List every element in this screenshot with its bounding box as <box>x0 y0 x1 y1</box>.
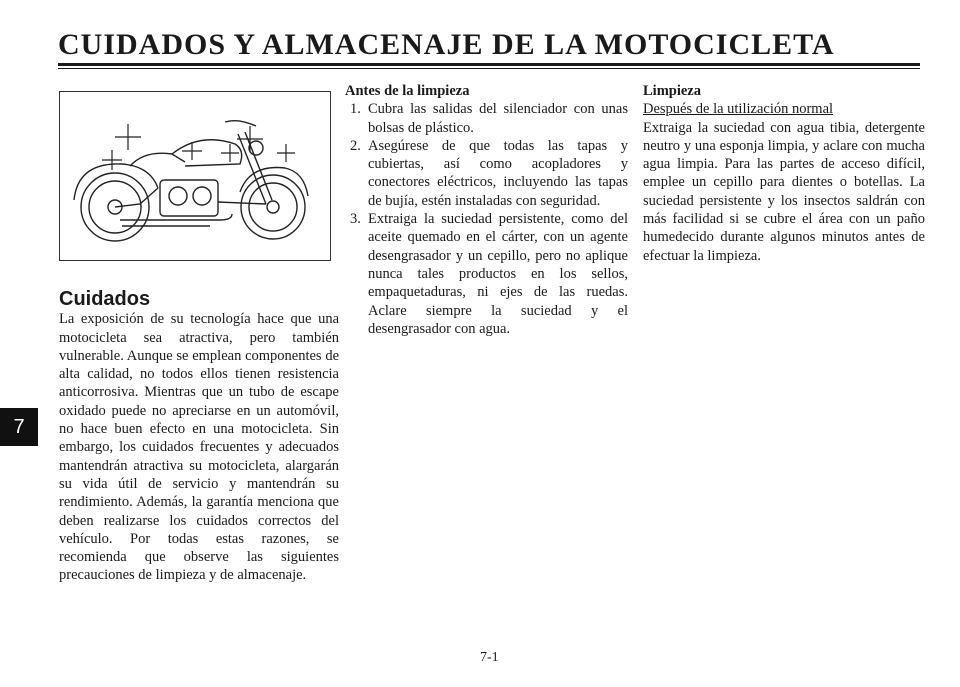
step-number: 2. <box>350 137 361 154</box>
motorcycle-illustration <box>59 91 331 261</box>
cleaning-steps-list <box>345 100 628 338</box>
title-underline-thin <box>58 68 920 69</box>
title-underline-thick <box>58 63 920 66</box>
list-item <box>345 100 628 137</box>
step-text: Asegúrese de que todas las tapas y cubiertas, así como acopladores y conectores eléctricos, incluyendo las tapas de bujía, estén instaladas con seguridad. <box>368 137 628 209</box>
section-heading-limpieza: Limpieza <box>643 83 701 99</box>
step-text: Extraiga la suciedad persistente, como del aceite quemado en el cárter, con un agente desengrasador y un cepillo, pero no aplique nunca tales productos en los sellos, empaquetaduras, ni ejes de las ruedas. Aclare siempre la suciedad y el desengrasador con agua. <box>368 211 628 337</box>
motorcycle-drawing <box>60 92 332 262</box>
step-number: 1. <box>350 101 361 118</box>
step-number: 3. <box>350 211 361 228</box>
list-item <box>345 137 628 210</box>
subheading-normal-use: Después de la utilización normal <box>643 101 834 118</box>
left-column <box>59 290 339 585</box>
right-column <box>643 82 925 265</box>
middle-column <box>345 82 628 338</box>
section-heading-cuidados: Cuidados <box>59 288 151 310</box>
cuidados-paragraph: La exposición de su tecnología hace que una motocicleta sea atractiva, pero también vulnerable. Aunque se emplean componentes de alta calidad, no todos ellos tienen resistencia anticorrosiva. Mientras que un tubo de escape oxidado puede no apreciarse en un automóvil, no hace buen efecto en una motocicleta. Sin embargo, los cuidados frecuentes y adecuados mantendrán atractiva su motocicleta, alargarán su vida útil de servicio y mantendrán su rendimiento. Además, la garantía menciona que deben realizarse los cuidados correctos del vehículo. Por todas estas razones, se recomienda que observe las siguientes precauciones de limpieza y de almacenaje. <box>59 311 339 584</box>
section-heading-antes: Antes de la limpieza <box>345 83 470 99</box>
chapter-tab: 7 <box>0 408 38 446</box>
page-title: CUIDADOS Y ALMACENAJE DE LA MOTOCICLETA <box>58 28 835 61</box>
limpieza-paragraph: Extraiga la suciedad con agua tibia, detergente neutro y una esponja limpia, y aclare con mucha agua limpia. Para las partes de acceso difícil, emplee un cepillo para dientes o botellas. La suciedad persistente y los insectos saldrán con más facilidad si se cubre el área con un paño humedecido durante algunos minutos antes de efectuar la limpieza. <box>643 119 925 264</box>
step-text: Cubra las salidas del silenciador con unas bolsas de plástico. <box>368 101 628 136</box>
list-item <box>345 210 628 338</box>
page-number: 7-1 <box>480 650 499 665</box>
